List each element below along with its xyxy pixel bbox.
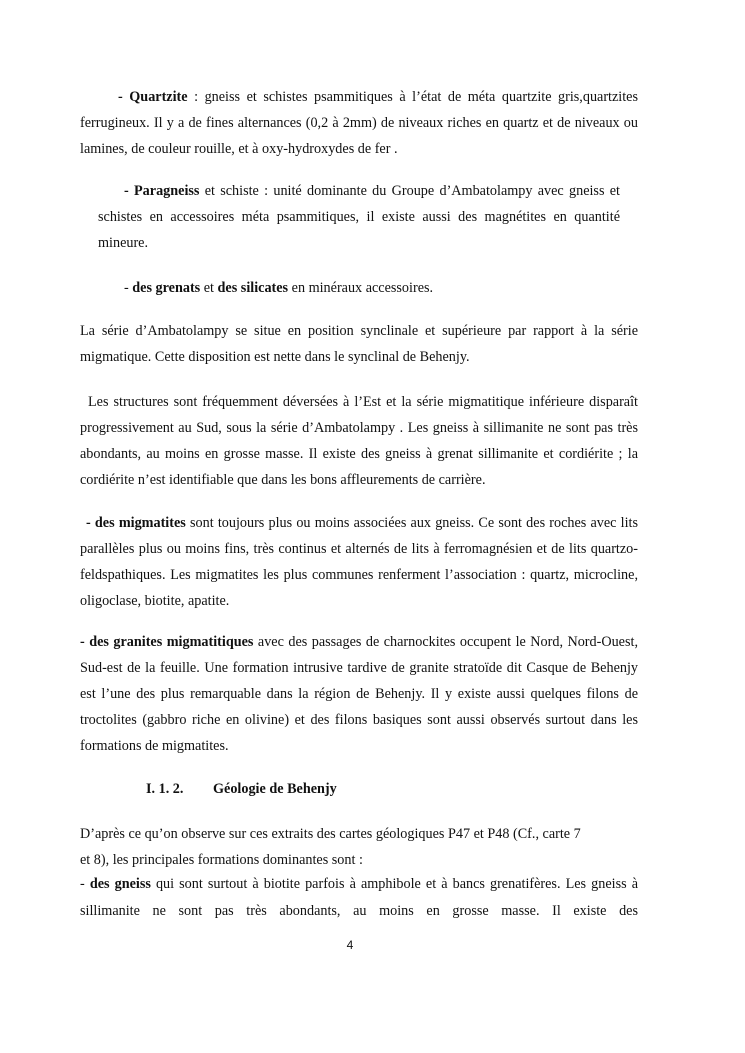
section-title: Géologie de Behenjy (213, 781, 337, 797)
paragraph-quartzite (80, 84, 638, 162)
paragraph-serie-ambatolampy: La série d’Ambatolampy se situe en position synclinale et supérieure par rapport à la série migmatique. Cette disposition est nette dans le synclinal de Behenjy. (80, 323, 638, 365)
quartzite-text: : gneiss et schistes psammitiques à l’état de méta quartzite gris,quartzites ferrugineux. Il y a de fines alternances (0,2 à 2mm) de niveaux riches en quartz et de niveaux ou lamines, de couleur rouille, et à oxy-hydroxydes de fer . (80, 89, 639, 157)
gneiss-term: des gneiss (89, 876, 151, 892)
paragraph-structures: Les structures sont fréquemment déversées à l’Est et la série migmatitique inférieure disparaît progressivement au Sud, sous la série d’Ambatolampy . Les gneiss à sillimanite ne sont pas très abondants, au moins en grosse masse. Il existe des gneiss à grenat sillimanite et cordiérite ; la cordiérite n’est identifiable que dans les bons affleurements de carrière. (80, 394, 638, 488)
paragneiss-text: et schiste : unité dominante du Groupe d’Ambatolampy avec gneiss et schistes en accessoires méta psammitiques, il existe aussi des magnétites en quantité mineure. (98, 183, 620, 251)
silicates-term: des silicates (217, 280, 289, 296)
paragraph-migmatites (80, 510, 638, 614)
section-heading (146, 779, 337, 799)
granites-term: - des granites migmatitiques (80, 634, 254, 650)
page-number: 4 (346, 938, 354, 952)
paragraph-granites (80, 629, 638, 759)
paragraph-behenjy-intro (80, 821, 638, 873)
migmatites-text: sont toujours plus ou moins associées aux gneiss. Ce sont des roches avec lits parallèles plus ou moins fins, très continus et alternés de lits à ferromagnésien et de lits quartzo-feldspathiques. Les migmatites les plus communes renferment l’association : quartz, microcline, oligoclase, biotite, apatite. (80, 515, 639, 609)
grenats-term: des grenats (132, 280, 201, 296)
granites-text: avec des passages de charnockites occupent le Nord, Nord-Ouest, Sud-est de la feuille. Une formation intrusive tardive de granite stratoïde dit Casque de Behenjy est l’une des plus remarquable dans la région de Behenjy. Il y existe aussi quelques filons de troctolites (gabbro riche en olivine) et des filons basiques sont aussi observés surtout dans les formations de migmatites. (80, 634, 638, 754)
paragneiss-term: - Paragneiss (124, 183, 200, 199)
migmatites-term: - des migmatites (86, 515, 186, 531)
paragraph-paragneiss (98, 178, 620, 256)
intro-line-1: D’après ce qu’on observe sur ces extraits des cartes géologiques P47 et P48 (Cf., carte 7 (80, 826, 581, 842)
quartzite-term: - Quartzite (118, 89, 188, 105)
intro-line-2: et 8), les principales formations dominantes sont : (80, 852, 363, 868)
paragraph-grenats: - des grenats et des silicates en minéraux accessoires. (124, 280, 434, 296)
section-number: I. 1. 2. (146, 781, 184, 797)
grenats-text: en minéraux accessoires. (288, 280, 434, 296)
gneiss-text: qui sont surtout à biotite parfois à amphibole et à bancs grenatifères. Les gneiss à sillimanite ne sont pas très abondants, au moins en grosse masse. Il existe des (80, 876, 638, 919)
paragraph-gneiss: - des gneiss qui sont surtout à biotite parfois à amphibole et à bancs grenatifères. Les gneiss à sillimanite ne sont pas très abondants, au moins en grosse masse. Il existe des (80, 876, 638, 919)
